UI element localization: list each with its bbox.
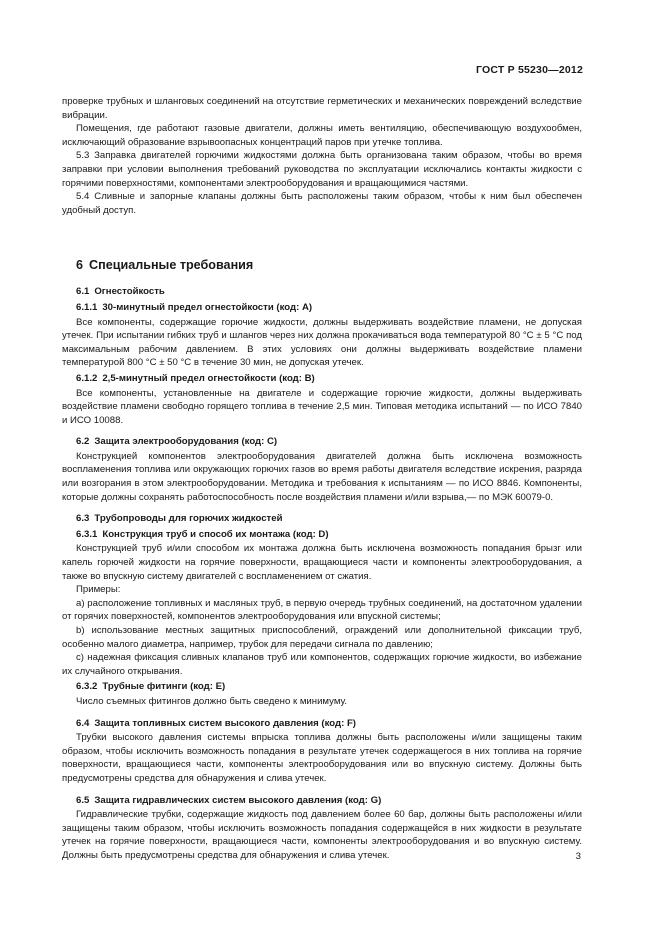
standard-header: ГОСТ Р 55230—2012 xyxy=(475,64,583,76)
paragraph: Число съемных фитингов должно быть сведено к минимуму. xyxy=(76,695,348,707)
subsection-number: 6.4 xyxy=(76,717,90,729)
subsection-heading xyxy=(62,717,582,731)
clause-number: 6.1.1 xyxy=(76,301,98,313)
paragraph: 5.4 Сливные и запорные клапаны должны быть расположены таким образом, чтобы к ним был обеспечен удобный доступ. xyxy=(62,191,582,216)
examples-label: Примеры: xyxy=(76,584,121,596)
paragraph: Все компоненты, установленные на двигателе и содержащие горючие жидкости, должны выдерживать воздействие пламени свободно горящего топлива в течение 2,5 мин. Типовая методика испытаний — по ИСО 7840 и ИСО 10088. xyxy=(62,387,582,426)
paragraph: Конструкцией труб и/или способом их монтажа должна быть исключена возможность попадания брызг или капель горючей жидкости на горячие поверхности, вращающиеся части и компоненты электрооборудования, а также во впускную систему двигателей с воспламенением от сжатия. xyxy=(62,543,582,582)
subsection-number: 6.1 xyxy=(76,286,90,298)
subsection-title: Трубопроводы для горючих жидкостей xyxy=(94,513,283,525)
clause-number: 6.1.2 xyxy=(76,372,98,384)
paragraph: Трубки высокого давления системы впрыска топлива должны быть расположены и/или защищены таким образом, чтобы исключить возможность попадания в результате утечек содержащегося в них топлива на горячие поверхности, вращающиеся части, компоненты электрооборудования или во впускную систему. Должны быть предусмотрены средства для обнаружения и слива утечек. xyxy=(62,732,582,784)
clause-number: 6.3.2 xyxy=(76,681,98,693)
page-content xyxy=(62,95,582,863)
section-heading xyxy=(62,257,582,273)
subsection-number: 6.5 xyxy=(76,794,90,806)
paragraph: Помещения, где работают газовые двигатели, должны иметь вентиляцию, обеспечивающую воздухообмен, исключающий образование взрывоопасных концентраций паров при утечке топлива. xyxy=(62,123,582,148)
section-number: 6 xyxy=(76,258,84,273)
subsection-heading xyxy=(62,435,582,449)
subsection-number: 6.3 xyxy=(76,513,90,525)
clause-heading xyxy=(62,372,582,386)
paragraph: Все компоненты, содержащие горючие жидкости, должны выдерживать воздействие пламени, не допуская утечек. При испытании гибких труб и шлангов через них должна прокачиваться вода температурой 80 °С ± 5 °С под максимальным рабочим давлением. В этих условиях они должны выдерживать воздействие пламени температурой 800 °С ± 50 °С в течение 30 мин, не допуская утечек. xyxy=(62,316,582,369)
clause-heading xyxy=(62,528,582,542)
subsection-title: Огнестойкость xyxy=(94,286,165,298)
clause-heading xyxy=(62,301,582,315)
paragraph: Гидравлические трубки, содержащие жидкость под давлением более 60 бар, должны быть расположены и/или защищены таким образом, чтобы исключить возможность попадания содержащейся в них жидкости в результате утечек на горячие поверхности, вращающиеся части, компоненты электрооборудования и во впускную систему. Должны быть предусмотрены средства для обнаружения и слива утечек. xyxy=(62,809,582,861)
paragraph: Конструкцией компонентов электрооборудования двигателей должна быть исключена возможность воспламенения топлива или окружающих горючих газов во время работы двигателя вследствие искрения, разряда или возгорания в этом электрооборудовании. Методика и требования к испытаниям — по ИСО 8846. Компоненты, которые должны сохранять работоспособность после воздействия пламени и/или взрыва,— по МЭК 60079-0. xyxy=(62,450,582,503)
paragraph: 5.3 Заправка двигателей горючими жидкостями должна быть организована таким образом, чтобы во время заправки при условии выполнения требований руководства по эксплуатации исключались контакты жидкости с горячими поверхностями, компонентами электрооборудования и вращающимися частями. xyxy=(62,150,582,189)
clause-title: Трубные фитинги (код: Е) xyxy=(102,681,226,693)
subsection-heading xyxy=(62,794,582,808)
list-item: b) использование местных защитных приспособлений, ограждений или дополнительной фиксации труб, особенно малого диаметра, например, трубок для передачи сигнала по давлению; xyxy=(62,625,582,650)
subsection-title: Защита гидравлических систем высокого давления (код: G) xyxy=(94,794,382,806)
clause-title: 30-минутный предел огнестойкости (код: А) xyxy=(102,301,313,313)
clause-title: 2,5-минутный предел огнестойкости (код: В) xyxy=(102,372,315,384)
list-item: а) расположение топливных и масляных труб, в первую очередь трубных соединений, на достаточном удалении от горячих поверхностей, компонентов электрооборудования или впускной системы; xyxy=(62,597,582,623)
subsection-title: Защита электрооборудования (код: С) xyxy=(94,436,278,448)
page-number: 3 xyxy=(575,851,581,862)
paragraph: проверке трубных и шланговых соединений на отсутствие герметических и механических повреждений вследствие вибрации. xyxy=(62,96,582,121)
section-title: Специальные требования xyxy=(89,258,254,273)
list-item: с) надежная фиксация сливных клапанов труб или компонентов, содержащих горючие жидкости, во избежание их случайного открывания. xyxy=(62,652,582,677)
subsection-title: Защита топливных систем высокого давления (код: F) xyxy=(94,717,357,729)
subsection-heading xyxy=(62,285,582,299)
clause-heading xyxy=(62,680,582,694)
clause-title: Конструкция труб и способ их монтажа (код: D) xyxy=(102,528,329,540)
clause-number: 6.3.1 xyxy=(76,528,98,540)
subsection-number: 6.2 xyxy=(76,436,90,448)
subsection-heading xyxy=(62,512,582,526)
